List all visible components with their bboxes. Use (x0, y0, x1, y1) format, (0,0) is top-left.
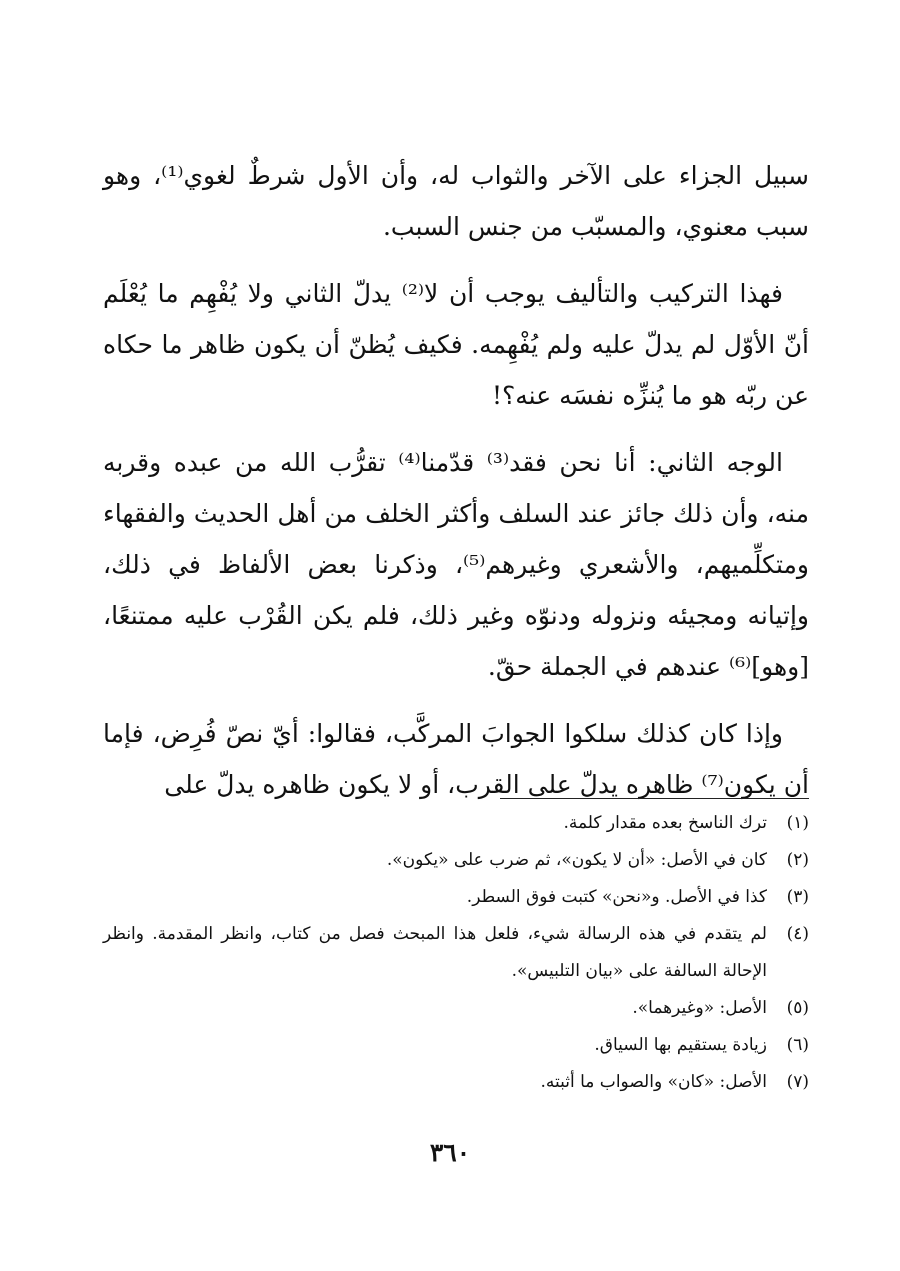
footnotes (103, 805, 809, 1101)
footnote-text: لم يتقدم في هذه الرسالة شيء، فلعل هذا المبحث فصل من كتاب، وانظر المقدمة. وانظر الإحالة السالفة على «بيان التلبيس». (103, 924, 767, 981)
footnote-divider (500, 798, 809, 799)
footnote-text: كذا في الأصل. و«نحن» كتبت فوق السطر. (466, 887, 767, 907)
footnote-text: زيادة يستقيم بها السياق. (594, 1035, 767, 1055)
footnote-6 (103, 1027, 809, 1064)
paragraph-2: فهذا التركيب والتأليف يوجب أن لا⁽²⁾ يدلّ الثاني ولا يُفْهِم ما يُعْلَم أنّ الأوّل لم يدلّ عليه ولم يُفْهِمه. فكيف يُظنّ أن يكون ظاهر ما حكاه عن ربّه هو ما يُنزِّه نفسَه عنه؟! (103, 279, 809, 410)
footnote-1 (103, 805, 809, 842)
paragraph-1: سبيل الجزاء على الآخر والثواب له، وأن الأول شرطٌ لغوي⁽¹⁾، وهو سبب معنوي، والمسبّب من جنس السبب. (103, 161, 809, 241)
footnote-5 (103, 990, 809, 1027)
footnote-number: (٢) (786, 850, 809, 870)
footnote-text: كان في الأصل: «أن لا يكون»، ثم ضرب على «يكون». (386, 850, 767, 870)
footnote-number: (٥) (786, 998, 809, 1018)
paragraph-4: وإذا كان كذلك سلكوا الجوابَ المركَّب، فقالوا: أيّ نصّ فُرِض، فإما أن يكون⁽⁷⁾ ظاهره يدلّ على القرب، أو لا يكون ظاهره يدلّ على (103, 719, 809, 799)
footnote-text: الأصل: «وغيرهما». (632, 998, 767, 1018)
footnote-number: (٧) (786, 1072, 809, 1092)
footnote-number: (٦) (786, 1035, 809, 1055)
footnote-3 (103, 879, 809, 916)
footnote-text: الأصل: «كان» والصواب ما أثبته. (540, 1072, 767, 1092)
footnote-text: ترك الناسخ بعده مقدار كلمة. (563, 813, 767, 833)
footnote-7 (103, 1064, 809, 1101)
footnote-number: (٤) (786, 924, 809, 944)
paragraph-3: الوجه الثاني: أنا نحن فقد⁽³⁾ قدّمنا⁽⁴⁾ تقرُّب الله من عبده وقربه منه، وأن ذلك جائز عند السلف وأكثر الخلف من أهل الحديث والفقهاء ومتكلِّميهم، والأشعري وغيرهم⁽⁵⁾، وذكرنا بعض الألفاظ في ذلك، وإتيانه ومجيئه ونزوله ودنوّه وغير ذلك، فلم يكن القُرْب عليه ممتنعًا، [وهو]⁽⁶⁾ عندهم في الجملة حقّ. (103, 448, 809, 681)
footnote-number: (١) (786, 813, 809, 833)
footnote-2 (103, 842, 809, 879)
footnote-4 (103, 916, 809, 990)
main-text (103, 150, 809, 810)
footnote-number: (٣) (786, 887, 809, 907)
page-number: ٣٦٠ (429, 1138, 471, 1167)
